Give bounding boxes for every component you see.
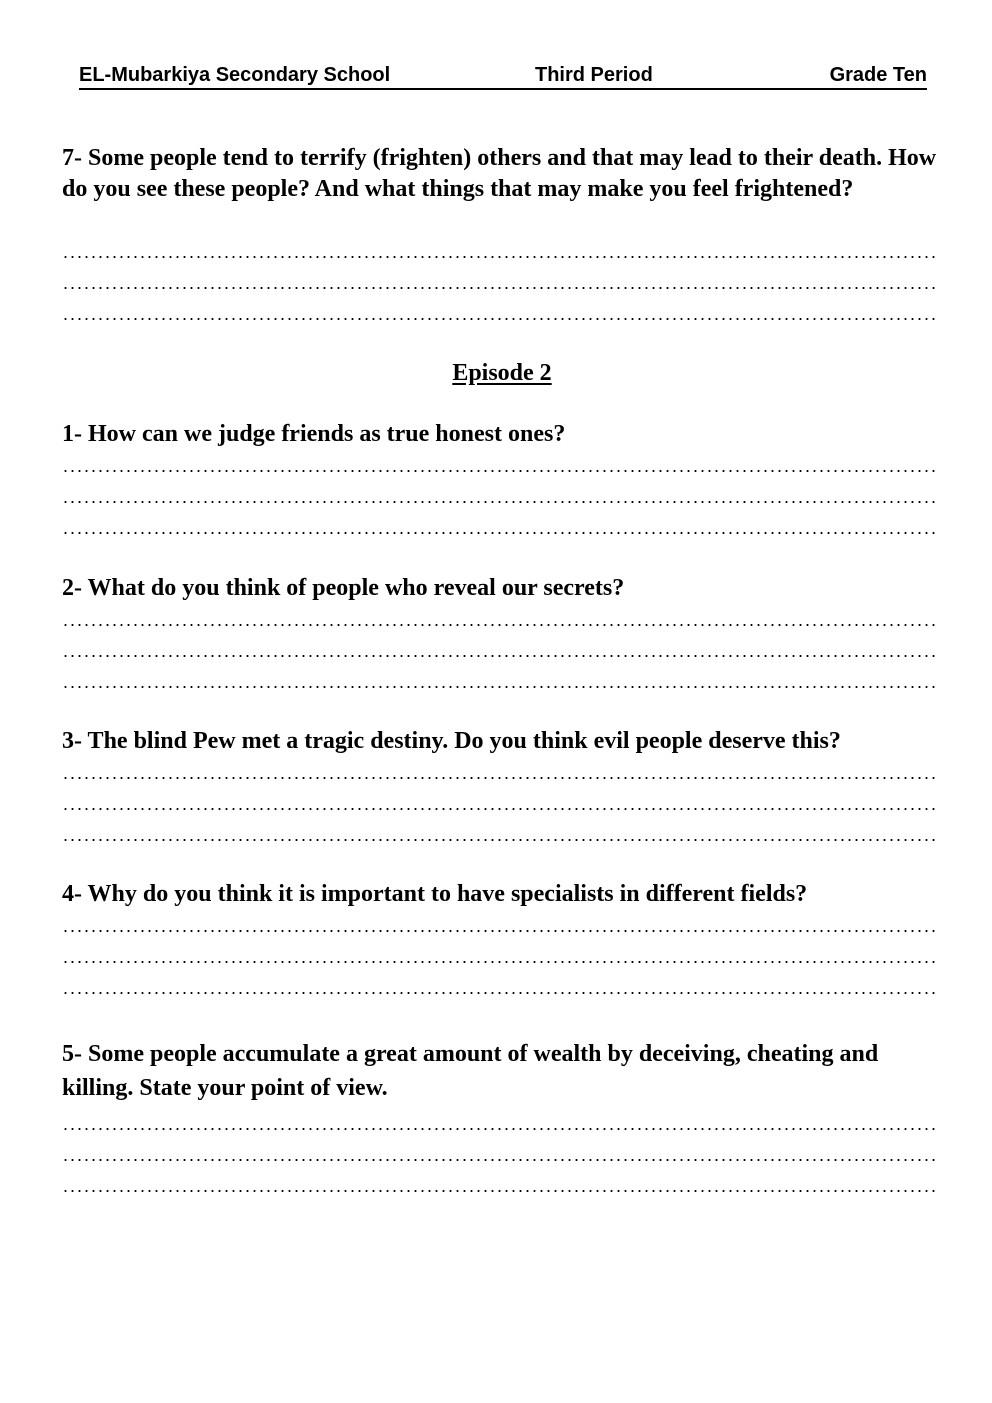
answer-line[interactable] — [62, 624, 938, 626]
answer-line[interactable] — [62, 961, 938, 963]
answer-line[interactable] — [62, 777, 938, 779]
school-name: EL-Mubarkiya Secondary School — [79, 64, 391, 86]
answer-line[interactable] — [62, 1190, 938, 1192]
answer-line[interactable] — [62, 1159, 938, 1161]
episode-title: Episode 2 — [452, 360, 552, 386]
question-3: 3- The blind Pew met a tragic destiny. Do you think evil people deserve this? — [62, 728, 841, 754]
question-1: 1- How can we judge friends as true honest ones? — [62, 421, 566, 447]
page-header — [79, 58, 927, 90]
answer-line[interactable] — [62, 287, 938, 289]
answer-line[interactable] — [62, 501, 938, 503]
answer-line[interactable] — [62, 655, 938, 657]
period-label: Third Period — [535, 64, 653, 86]
answer-line[interactable] — [62, 318, 938, 320]
answer-line[interactable] — [62, 930, 938, 932]
answer-line[interactable] — [62, 808, 938, 810]
question-5: 5- Some people accumulate a great amount of wealth by deceiving, cheating and killing. State your point of view. — [62, 1041, 879, 1101]
answer-line[interactable] — [62, 256, 938, 258]
answer-line[interactable] — [62, 839, 938, 841]
answer-line[interactable] — [62, 1128, 938, 1130]
question-4: 4- Why do you think it is important to have specialists in different fields? — [62, 881, 808, 907]
grade-label: Grade Ten — [829, 64, 927, 86]
answer-line[interactable] — [62, 686, 938, 688]
question-2: 2- What do you think of people who reveal our secrets? — [62, 575, 625, 601]
answer-line[interactable] — [62, 992, 938, 994]
question-7: 7- Some people tend to terrify (frighten) others and that may lead to their death. How do you see these people? And what things that may make you feel frightened? — [62, 145, 937, 202]
answer-line[interactable] — [62, 470, 938, 472]
answer-line[interactable] — [62, 532, 938, 534]
